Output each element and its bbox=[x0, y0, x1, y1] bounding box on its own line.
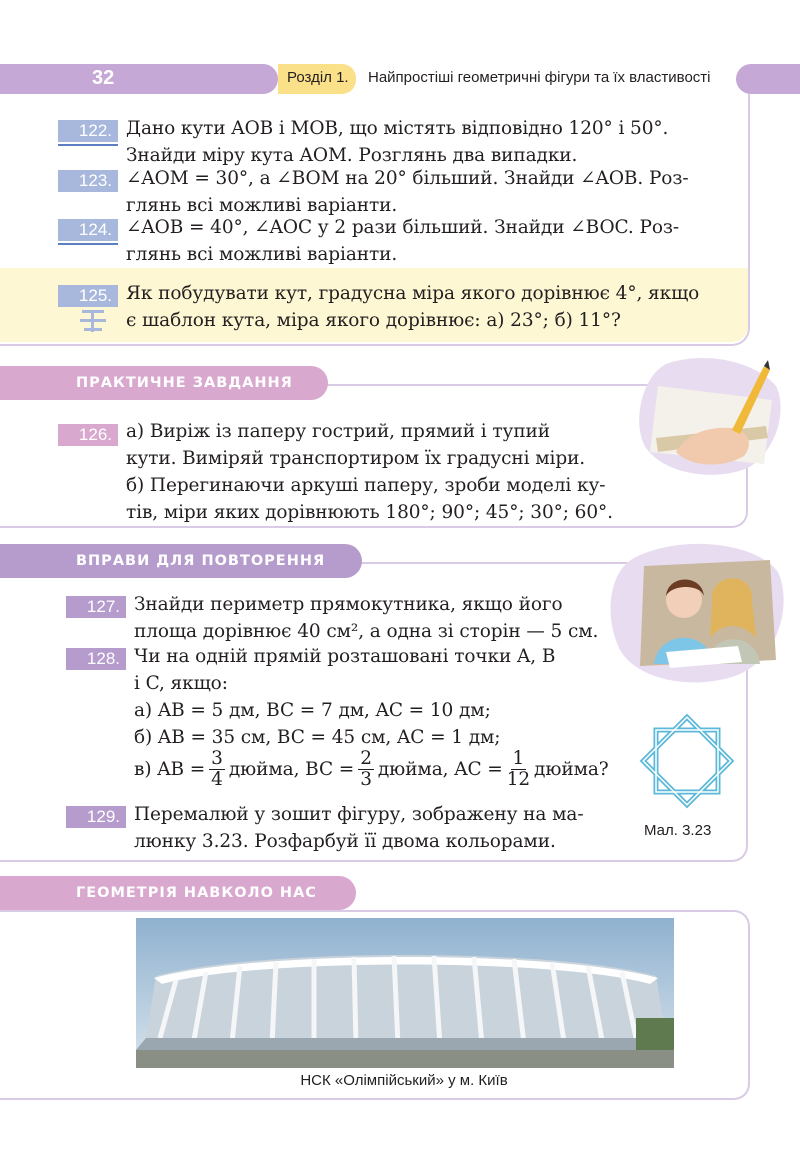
task-line: ∠AOB = 40°, ∠AOC у 2 рази більший. Знайди ∠BOC. Роз- bbox=[126, 217, 679, 238]
task-number-125: 125. bbox=[58, 285, 118, 307]
task-line: тів, міри яких дорівнюють 180°; 90°; 45°; 30°; 60°. bbox=[126, 502, 613, 523]
denominator: 12 bbox=[506, 768, 531, 790]
task-line: ∠AOM = 30°, а ∠BOM на 20° більший. Знайди ∠AOB. Роз- bbox=[126, 168, 689, 189]
task-line: Дано кути AOB і MOB, що містять відповідно 120° і 50°. bbox=[126, 118, 669, 139]
fraction-1-12 bbox=[507, 749, 530, 790]
numerator: 2 bbox=[360, 747, 372, 769]
denominator: 3 bbox=[360, 768, 372, 790]
task-number-underline bbox=[58, 243, 118, 245]
task-line: Знайди міру кута AOM. Розглянь два випадки. bbox=[126, 145, 578, 166]
task-line: б) AB = 35 см, BC = 45 см, AC = 1 дм; bbox=[134, 727, 501, 748]
stadium-photo bbox=[136, 918, 674, 1068]
task-line: є шаблон кута, міра якого дорівнює: а) 23°; б) 11°? bbox=[126, 310, 621, 331]
task-line: Чи на одній прямій розташовані точки A, B bbox=[134, 646, 556, 667]
difficulty-icon bbox=[78, 308, 112, 334]
task-127-text bbox=[134, 591, 604, 645]
section-tab bbox=[278, 64, 356, 94]
task-line: Перемалюй у зошит фігуру, зображену на ма- bbox=[134, 804, 584, 825]
task-number-126: 126. bbox=[58, 424, 118, 446]
fraction-line-prefix: в) AB = bbox=[134, 758, 206, 780]
task-line: глянь всі можливі варіанти. bbox=[126, 244, 398, 265]
fraction-2-3 bbox=[358, 749, 374, 790]
task-line: площа дорівнює 40 см², а одна зі сторін — 5 см. bbox=[134, 621, 599, 642]
task-128-text bbox=[134, 643, 614, 751]
denominator: 4 bbox=[211, 768, 223, 790]
task-line: Як побудувати кут, градусна міра якого дорівнює 4°, якщо bbox=[126, 283, 700, 304]
task-124-text bbox=[126, 214, 746, 268]
stadium-caption: НСК «Олімпійський» у м. Київ bbox=[300, 1072, 508, 1089]
task-line: глянь всі можливі варіанти. bbox=[126, 195, 398, 216]
page-number: 32 bbox=[92, 67, 115, 89]
fraction-line-suffix: дюйма? bbox=[534, 758, 609, 780]
writing-hand-photo bbox=[636, 356, 784, 478]
header-bar-left bbox=[0, 64, 278, 94]
task-line: Знайди периметр прямокутника, якщо його bbox=[134, 594, 563, 615]
task-number-127: 127. bbox=[66, 596, 126, 618]
header-bar-right bbox=[736, 64, 800, 94]
task-line: люнку 3.23. Розфарбуй її двома кольорами. bbox=[134, 831, 556, 852]
task-126-text bbox=[126, 418, 626, 526]
task-number-123: 123. bbox=[58, 170, 118, 192]
interlaced-octagram-figure bbox=[634, 708, 740, 814]
task-line: а) Виріж із паперу гострий, прямий і тупий bbox=[126, 421, 551, 442]
task-number-124: 124. bbox=[58, 219, 118, 241]
fraction-3-4 bbox=[209, 749, 225, 790]
task-number-129: 129. bbox=[66, 806, 126, 828]
numerator: 1 bbox=[512, 747, 525, 769]
task-128-fraction-line bbox=[134, 746, 624, 792]
task-number-128: 128. bbox=[66, 648, 126, 670]
task-line: а) AB = 5 дм, BC = 7 дм, AC = 10 дм; bbox=[134, 700, 491, 721]
task-line: кути. Виміряй транспортиром їх градусні міри. bbox=[126, 448, 586, 469]
students-photo bbox=[610, 538, 788, 688]
fraction-line-mid2: дюйма, AC = bbox=[377, 758, 503, 780]
chapter-title: Найпростіші геометричні фігури та їх властивості bbox=[368, 69, 711, 86]
figure-caption: Мал. 3.23 bbox=[644, 822, 712, 839]
fraction-line-mid1: дюйма, BC = bbox=[228, 758, 355, 780]
task-number-underline bbox=[58, 144, 118, 146]
task-number-122: 122. bbox=[58, 120, 118, 142]
section-label: Розділ 1. bbox=[287, 69, 349, 86]
task-125-text bbox=[126, 280, 746, 334]
task-129-text bbox=[134, 801, 614, 855]
task-122-text bbox=[126, 115, 746, 169]
numerator: 3 bbox=[211, 747, 223, 769]
repetition-label: ВПРАВИ ДЛЯ ПОВТОРЕННЯ bbox=[0, 544, 362, 578]
geometry-label: ГЕОМЕТРІЯ НАВКОЛО НАС bbox=[0, 876, 356, 910]
task-123-text bbox=[126, 165, 746, 219]
practical-label: ПРАКТИЧНЕ ЗАВДАННЯ bbox=[0, 366, 328, 400]
task-line: і C, якщо: bbox=[134, 673, 228, 694]
task-line: б) Перегинаючи аркуші паперу, зроби моделі ку- bbox=[126, 475, 606, 496]
